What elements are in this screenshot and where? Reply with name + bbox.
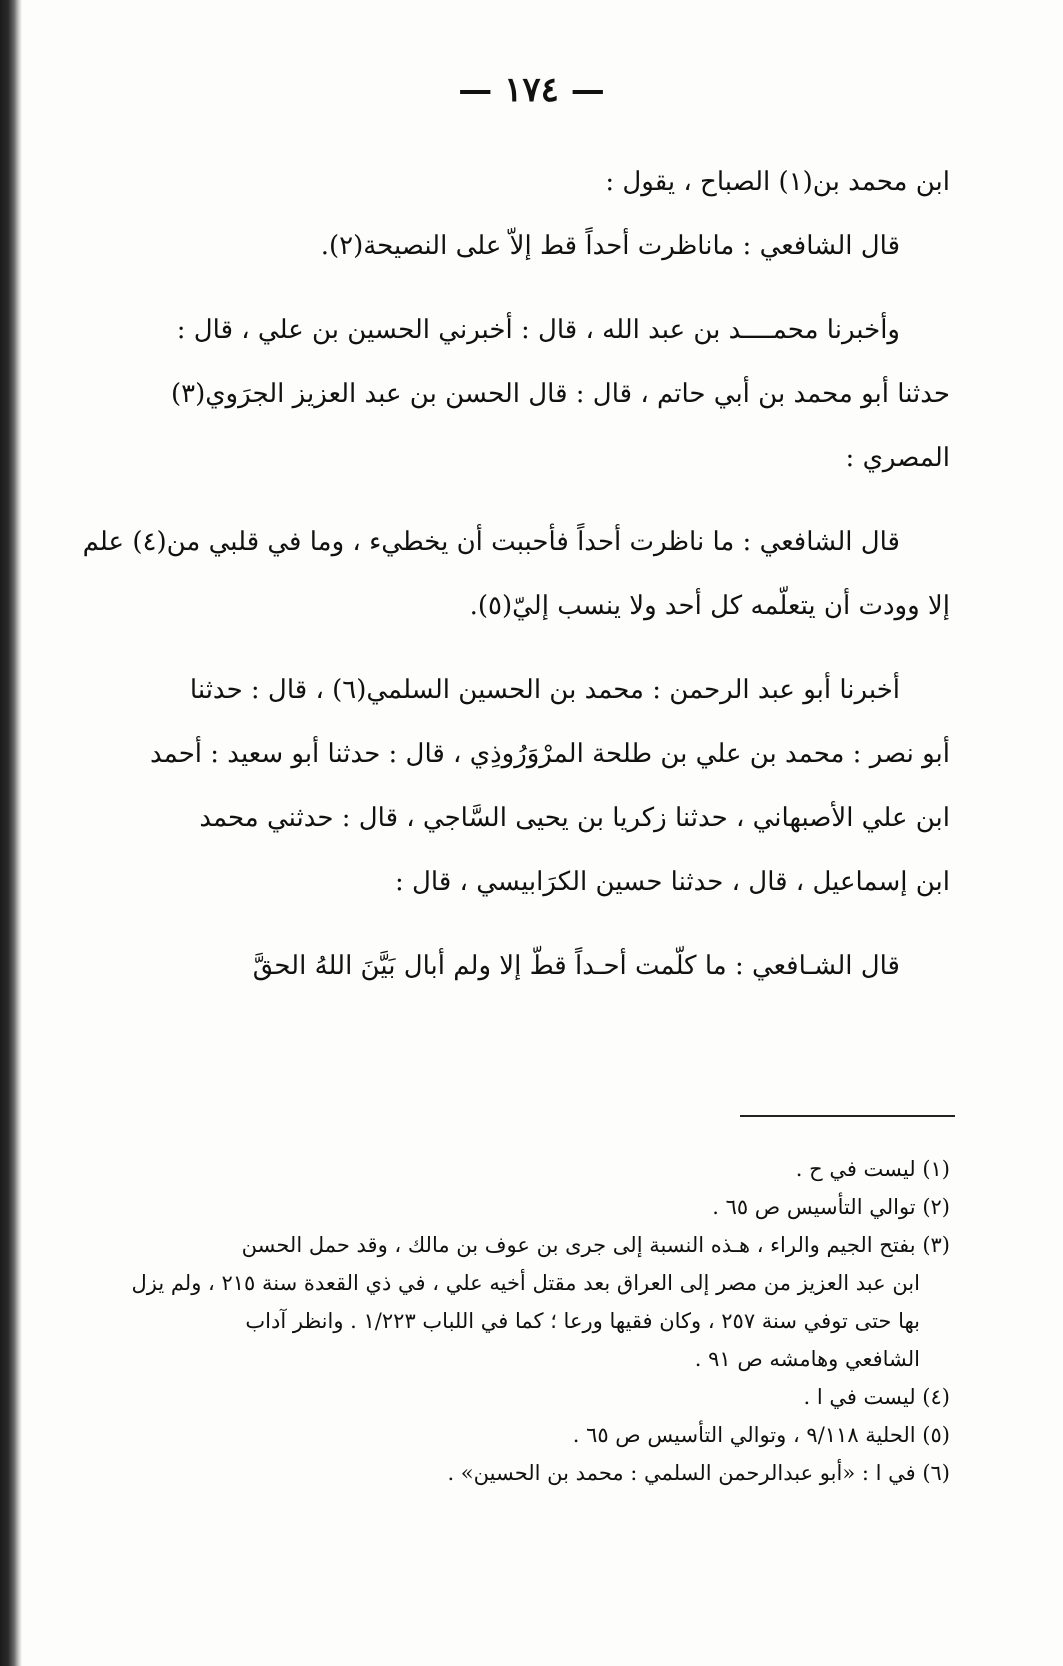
text-line: ابن إسماعيل ، قال ، حدثنا حسين الكرَابيسي ، قال :	[395, 867, 950, 897]
text-line: أبو نصر : محمد بن علي بن طلحة المرْوَرُوذِي ، قال : حدثنا أبو سعيد : أحمد	[150, 739, 950, 769]
footnote-line: (٣) بفتح الجيم والراء ، هـذه النسبة إلى جرى بن عوف بن مالك ، وقد حمل الحسن	[241, 1233, 950, 1257]
footnote-line: الشافعي وهامشه ص ٩١ .	[694, 1347, 920, 1371]
text-line: قال الشافعي : ما ناظرت أحداً فأحببت أن يخطيء ، وما في قلبي من(٤) علم	[82, 527, 900, 557]
footnotes	[131, 1150, 950, 1492]
text-line: قال الشـافعي : ما كلّمت أحـداً قطّ إلا ولم أبال بَيَّنَ اللهُ الحقَّ	[252, 951, 900, 981]
footnote-line: (٤) ليست في ا .	[803, 1385, 950, 1409]
page-number: — ١٧٤ —	[458, 70, 605, 110]
page-spine-shadow	[0, 0, 22, 1666]
text-line: قال الشافعي : ماناظرت أحداً قط إلاّ على النصيحة(٢).	[320, 231, 900, 261]
footnote-line: (٢) توالي التأسيس ص ٦٥ .	[712, 1195, 950, 1219]
footnote-line: (١) ليست في ح .	[795, 1157, 950, 1181]
footnote-line: بها حتى توفي سنة ٢٥٧ ، وكان فقيها ورعا ؛ كما في اللباب ١/٢٢٣ . وانظر آداب	[245, 1309, 920, 1333]
text-line: حدثنا أبو محمد بن أبي حاتم ، قال : قال الحسن بن عبد العزيز الجرَوي(٣)	[170, 379, 950, 409]
footnote-line: ابن عبد العزيز من مصر إلى العراق بعد مقتل أخيه علي ، في ذي القعدة سنة ٢١٥ ، ولم يزل	[131, 1271, 920, 1295]
text-line: إلا وودت أن يتعلّمه كل أحد ولا ينسب إليّ(٥).	[469, 591, 950, 621]
text-line: المصري :	[845, 443, 950, 473]
footnote-line: (٦) في ا : «أبو عبدالرحمن السلمي : محمد بن الحسين» .	[447, 1461, 950, 1485]
footnote-divider	[740, 1115, 955, 1117]
text-line: أخبرنا أبو عبد الرحمن : محمد بن الحسين السلمي(٦) ، قال : حدثنا	[189, 675, 900, 705]
text-line: ابن علي الأصبهاني ، حدثنا زكريا بن يحيى السَّاجي ، قال : حدثني محمد	[199, 803, 950, 833]
text-line: وأخبرنا محمــــد بن عبد الله ، قال : أخبرني الحسين بن علي ، قال :	[176, 315, 900, 345]
main-text	[82, 150, 950, 998]
footnote-line: (٥) الحلية ٩/١١٨ ، وتوالي التأسيس ص ٦٥ .	[572, 1423, 950, 1447]
text-line: ابن محمد بن(١) الصباح ، يقول :	[605, 167, 950, 197]
